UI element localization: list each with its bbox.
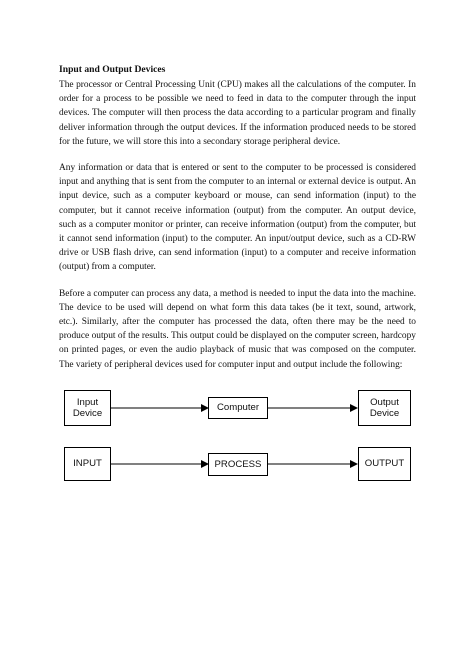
output-box: OUTPUT [358,447,411,481]
paragraph-peripherals: Before a computer can process any data, a method is needed to input the data into the machine. The device to be used will depend on what form this data takes (be it text, sound, artwork, etc.). Similarly, after the computer has processed the data, often there may be the need to produce output of the results. This output could be displayed on the computer screen, hardcopy on printed pages, or even the audio playback of music that was composed on the computer. The variety of peripheral devices used for computer input and output include the following: [59,288,416,370]
output-device-box: Output Device [358,390,411,426]
section-heading: Input and Output Devices [59,64,166,75]
input-device-box: Input Device [64,390,111,426]
computer-box: Computer [208,397,268,419]
document-body [59,63,416,384]
paragraph-cpu: The processor or Central Processing Unit (CPU) makes all the calculations of the computer. In order for a process to be possible we need to feed in data to the computer through the input devices. The computer will then process the data according to a particular program and finally deliver information through the output devices. If the information produced needs to be stored for the future, we will store this into a secondary storage peripheral device. [59,80,416,147]
paragraph-input-output: Any information or data that is entered or sent to the computer to be processed is considered input and anything that is sent from the computer to an internal or external device is output. An input device, such as a computer keyboard or mouse, can send information (input) to the computer, but it cannot receive information (output) from the computer. An output device, such as a computer monitor or printer, can receive information (output) from the computer, but it cannot send information (input) to the computer. An input/output device, such as a CD-RW drive or USB flash drive, can send information (input) to a computer and receive information (output) from a computer. [59,163,416,273]
input-box: INPUT [64,447,111,481]
io-flow-diagram [60,384,420,500]
process-box: PROCESS [208,453,268,476]
